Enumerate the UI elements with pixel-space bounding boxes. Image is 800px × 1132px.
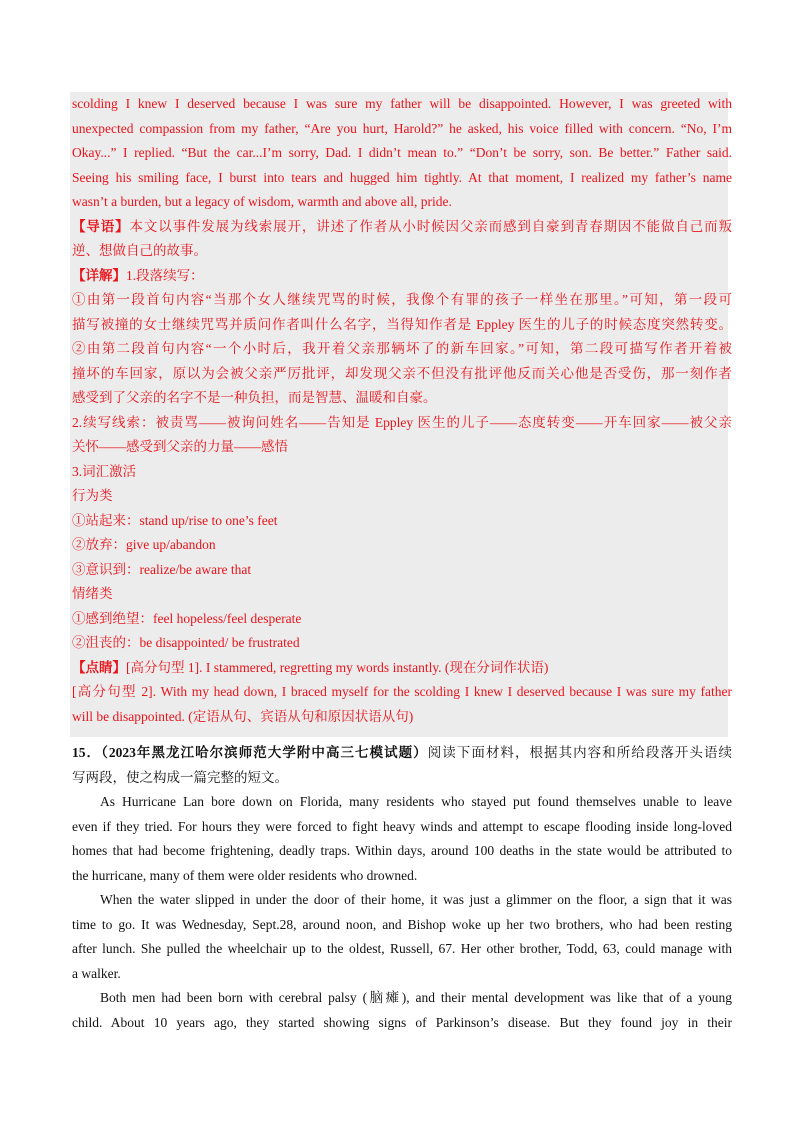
answer-paragraph-line: wasn’t a burden, but a legacy of wisdom, warmth and above all, pride. <box>72 194 452 209</box>
guide-line: 【导语】本文以事件发展为线索展开，讲述了作者从小时候因父亲而感到自豪到青春期因不能做自己而叛 <box>72 218 732 234</box>
vocab-item: ②沮丧的：be disappointed/ be frustrated <box>72 635 300 650</box>
detail-tag: 【详解】 <box>72 267 126 283</box>
vocab-item: ①站起来：stand up/rise to one’s feet <box>72 512 278 528</box>
passage-line: even if they tried. For hours they were forced to fight heavy winds and attempt to escape flooding inside long-loved <box>72 818 732 834</box>
answer-paragraph-line: scolding I knew I deserved because I was sure my father will be disappointed. However, I was greeted with <box>72 96 732 111</box>
vocab-item: ①感到绝望：feel hopeless/feel desperate <box>72 610 302 626</box>
answer-paragraph-line: Okay...” I replied. “But the car...I’m sorry, Dad. I didn’t mean to.” “Don’t be sorry, son. Be better.” Father said. <box>72 145 732 160</box>
question-instruction: 阅读下面材料，根据其内容和所给段落开头语续 <box>427 745 732 760</box>
highlight-line: 【点睛】[高分句型 1]. I stammered, regretting my words instantly. (现在分词作状语) <box>72 659 549 675</box>
highlight-line: [高分句型 2]. With my head down, I braced myself for the scolding I knew I deserved because I was sure my father <box>72 684 732 699</box>
detail-point-line: 描写被撞的女士继续咒骂并质问作者叫什么名字，当得知作者是 Eppley 医生的儿子的时候态度突然转变。 <box>72 316 732 332</box>
behavior-title: 行为类 <box>72 488 113 503</box>
passage-line: When the water slipped in under the door of their home, it was just a glimmer on the floor, a sign that it was <box>100 892 732 907</box>
vocab-item: ②放弃：give up/abandon <box>72 537 216 552</box>
vocab-item: ③意识到：realize/be aware that <box>72 561 252 577</box>
question-source: （2023年黑龙江哈尔滨师范大学附中高三七模试题） <box>101 745 428 760</box>
passage-line: child. About 10 years ago, they started showing signs of Parkinson’s disease. But they found joy in their <box>72 1014 732 1030</box>
guide-tag: 【导语】 <box>72 218 130 234</box>
passage-line: homes that had become frightening, deadly traps. Within days, around 100 deaths in the state would be attributed to <box>72 843 732 858</box>
detail-point-line: ①由第一段首句内容“当那个女人继续咒骂的时候，我像个有罪的孩子一样坐在那里。”可知，第一段可 <box>72 292 732 307</box>
clue-line: 关怀——感受到父亲的力量——感悟 <box>72 439 288 454</box>
guide-line: 逆、想做自己的故事。 <box>72 243 207 258</box>
answer-paragraph-line: Seeing his smiling face, I burst into tears and hugged him tightly. At that moment, I realized my father’s name <box>72 169 732 185</box>
passage-line: a walker. <box>72 965 121 981</box>
passage-line: the hurricane, many of them were older residents who drowned. <box>72 867 418 883</box>
passage-line: time to go. It was Wednesday, Sept.28, around noon, and Bishop woke up her two brothers, who had been resting <box>72 916 732 932</box>
passage-line: As Hurricane Lan bore down on Florida, many residents who stayed put found themselves unable to leave <box>100 794 732 809</box>
emotion-title: 情绪类 <box>72 586 113 601</box>
highlight-tag: 【点睛】 <box>72 659 126 675</box>
detail-point-line: 撞坏的车回家，原以为会被父亲严厉批评，却发现父亲不但没有批评他反而关心他是否受伤，那一刻作者 <box>72 365 732 381</box>
clue-line: 2.续写线索：被责骂——被询问姓名——告知是 Eppley 医生的儿子——态度转变——开车回家——被父亲 <box>72 414 732 430</box>
detail-point-line: ②由第二段首句内容“一个小时后，我开着父亲那辆坏了的新车回家。”可知，第二段可描写作者开着被 <box>72 341 732 356</box>
detail-line: 【详解】1.段落续写： <box>72 267 204 283</box>
question-15-header <box>72 741 732 766</box>
highlight-line: will be disappointed. (定语从句、宾语从句和原因状语从句) <box>72 708 414 724</box>
passage-line: Both men had been born with cerebral palsy (脑瘫), and their mental development was like that of a young <box>100 990 732 1005</box>
question-number: 15． <box>72 745 102 760</box>
detail-point-line: 感受到了父亲的名字不是一种负担，而是智慧、温暖和自豪。 <box>72 390 437 405</box>
vocab-title: 3.词汇激活 <box>72 463 137 479</box>
answer-paragraph-line: unexpected compassion from my father, “Are you hurt, Harold?” he asked, his voice filled with concern. “No, I’m <box>72 120 732 136</box>
passage-line: after lunch. She pulled the wheelchair up to the oldest, Russell, 67. Her other brother, Todd, 63, could manage with <box>72 941 732 956</box>
question-instruction-line: 写两段，使之构成一篇完整的短文。 <box>72 769 288 785</box>
